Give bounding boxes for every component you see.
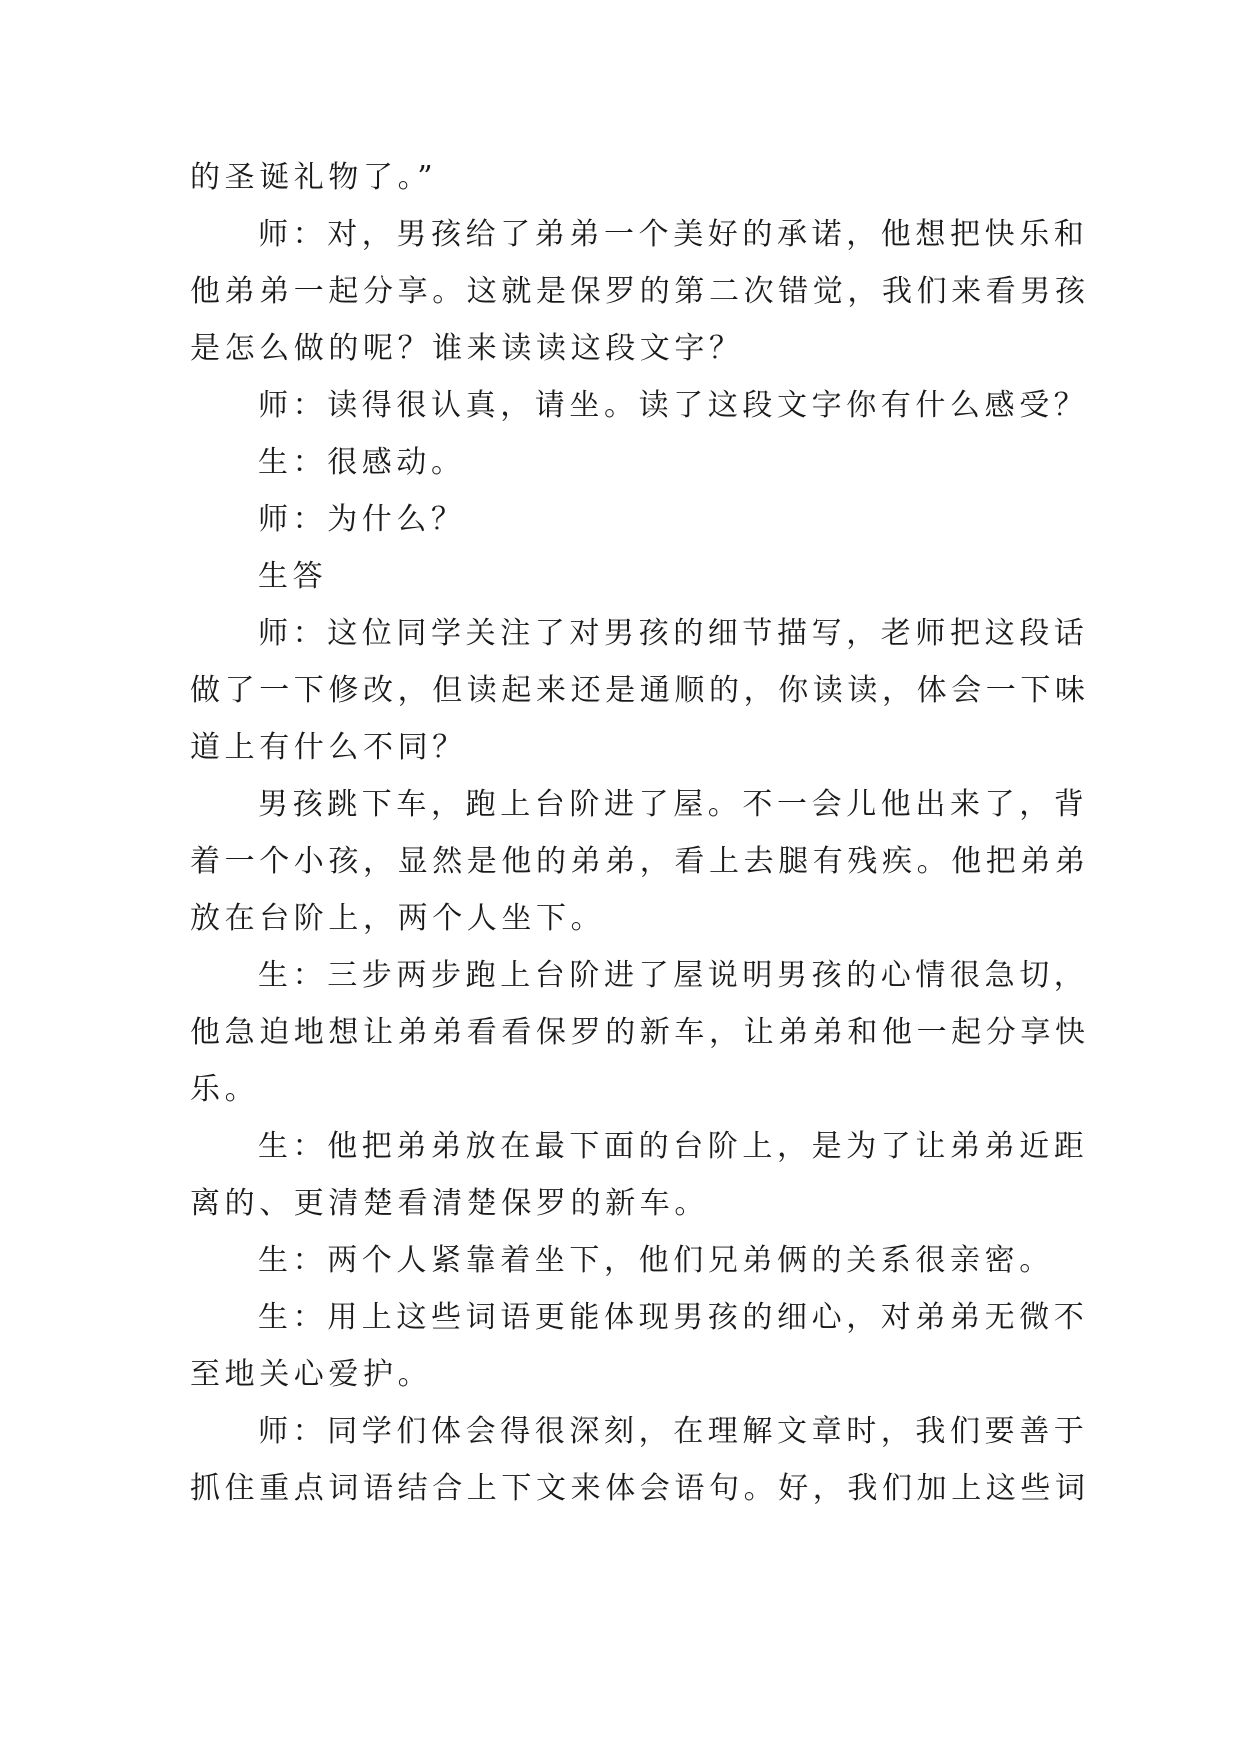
text-line: 师：为什么？ (258, 502, 466, 537)
text-line: 生：用上这些词语更能体现男孩的细心，对弟弟无微不 (258, 1300, 1089, 1335)
text-line: 抓住重点词语结合上下文来体会语句。好，我们加上这些词 (190, 1471, 1090, 1506)
text-line: 离的、更清楚看清楚保罗的新车。 (190, 1186, 709, 1221)
text-line: 是怎么做的呢？谁来读读这段文字？ (190, 331, 744, 366)
text-line: 乐。 (190, 1072, 260, 1107)
text-line: 的圣诞礼物了。” (190, 160, 438, 195)
text-line: 生：两个人紧靠着坐下，他们兄弟俩的关系很亲密。 (258, 1243, 1054, 1278)
text-line: 生答 (258, 559, 328, 594)
text-line: 着一个小孩，显然是他的弟弟，看上去腿有残疾。他把弟弟 (190, 844, 1090, 879)
text-line: 师：同学们体会得很深刻，在理解文章时，我们要善于 (258, 1414, 1089, 1449)
text-line: 他弟弟一起分享。这就是保罗的第二次错觉，我们来看男孩 (190, 274, 1090, 309)
text-line: 男孩跳下车，跑上台阶进了屋。不一会儿他出来了，背 (258, 787, 1089, 822)
text-line: 师：对，男孩给了弟弟一个美好的承诺，他想把快乐和 (258, 217, 1089, 252)
text-line: 师：这位同学关注了对男孩的细节描写，老师把这段话 (258, 616, 1089, 651)
text-line: 师：读得很认真，请坐。读了这段文字你有什么感受？ (258, 388, 1089, 423)
text-line: 至地关心爱护。 (190, 1357, 433, 1392)
text-line: 放在台阶上，两个人坐下。 (190, 901, 606, 936)
text-line: 生：很感动。 (258, 445, 466, 480)
text-line: 道上有什么不同？ (190, 730, 467, 765)
text-line: 生：三步两步跑上台阶进了屋说明男孩的心情很急切， (258, 958, 1089, 993)
text-line: 生：他把弟弟放在最下面的台阶上，是为了让弟弟近距 (258, 1129, 1089, 1164)
text-line: 做了一下修改，但读起来还是通顺的，你读读，体会一下味 (190, 673, 1090, 708)
text-line: 他急迫地想让弟弟看看保罗的新车，让弟弟和他一起分享快 (190, 1015, 1090, 1050)
